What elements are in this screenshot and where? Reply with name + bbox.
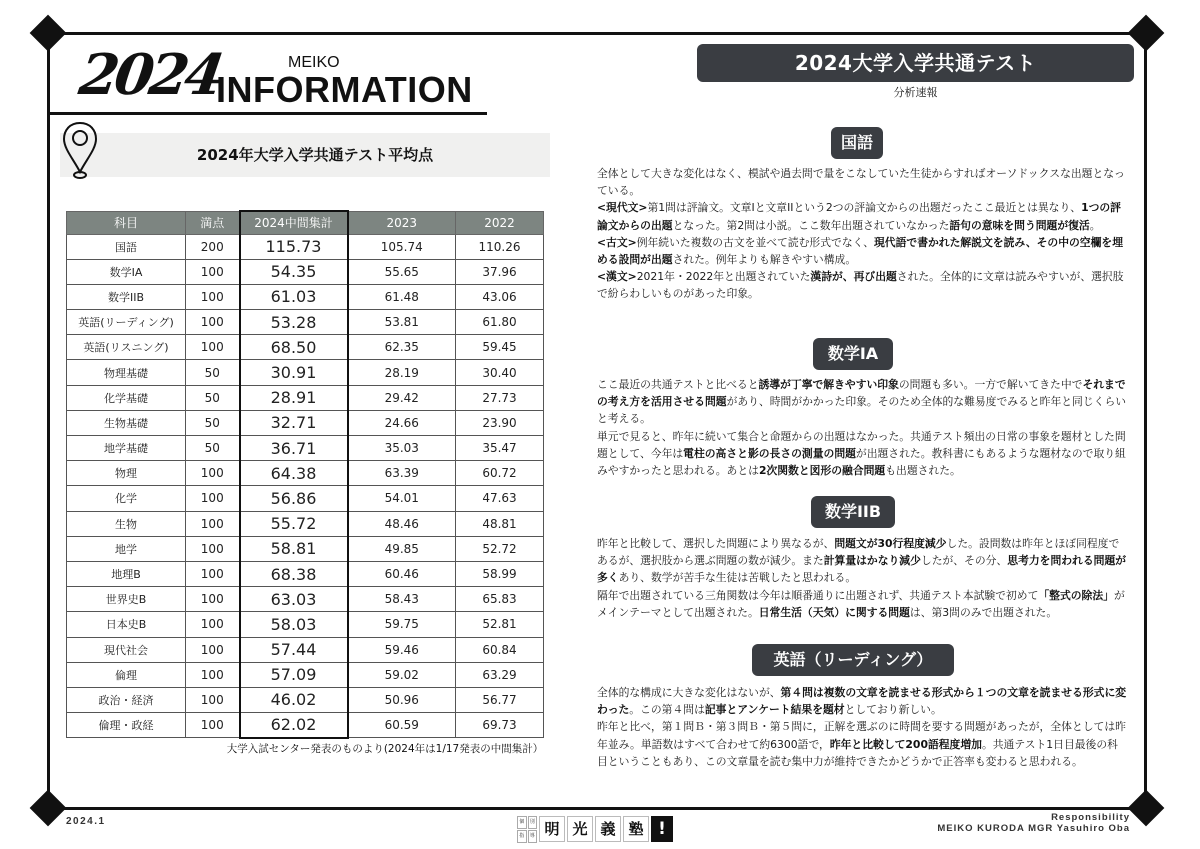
- table-row: [67, 234, 544, 259]
- cell-score-2024: 57.09: [240, 662, 348, 687]
- table-row: [67, 436, 544, 461]
- cell-score-2022: 48.81: [456, 511, 544, 536]
- table-row: [67, 410, 544, 435]
- cell-score-2023: 28.19: [348, 360, 456, 385]
- cell-max-score: 100: [186, 612, 240, 637]
- table-row: [67, 536, 544, 561]
- analysis-text-math-ia: ここ最近の共通テストと比べると誘導が丁寧で解きやすい印象の問題も多い。一方で解いてきた中でそれまでの考え方を活用させる問題があり、時間がかかった印象。そのため全体的な難易度でみると昨年と同じくらいと考える。 単元で見ると、昨年に続いて集合と命題からの出題はなかった。共通テスト頻出の日常の事象を題材とした問題として、今年は電柱の高さと影の長さの測量の問題が出題された。教科書にもあるような題材なので取り組みやすかったと思われる。あとは2次関数と図形の融合問題も出題された。: [597, 378, 1127, 478]
- table-row: [67, 385, 544, 410]
- cell-score-2022: 65.83: [456, 587, 544, 612]
- cell-score-2023: 50.96: [348, 687, 456, 712]
- cell-max-score: 50: [186, 436, 240, 461]
- footer-date: 2024.1: [66, 816, 106, 827]
- average-score-table: [66, 210, 544, 739]
- cell-score-2024: 63.03: [240, 587, 348, 612]
- analysis-banner-title: 2024大学入学共通テスト: [697, 44, 1134, 82]
- cell-max-score: 100: [186, 713, 240, 738]
- cell-score-2022: 60.72: [456, 461, 544, 486]
- cell-subject: 数学IA: [67, 259, 186, 284]
- cell-score-2024: 54.35: [240, 259, 348, 284]
- cell-score-2023: 105.74: [348, 234, 456, 259]
- column-header-2024: 2024中間集計: [240, 211, 348, 234]
- cell-max-score: 100: [186, 259, 240, 284]
- cell-score-2023: 60.46: [348, 561, 456, 586]
- frame-top-border: [48, 32, 1146, 35]
- table-row: [67, 662, 544, 687]
- cell-max-score: 50: [186, 360, 240, 385]
- cell-subject: 倫理・政経: [67, 713, 186, 738]
- cell-score-2024: 55.72: [240, 511, 348, 536]
- cell-score-2024: 64.38: [240, 461, 348, 486]
- frame-right-border: [1144, 33, 1147, 809]
- cell-score-2024: 57.44: [240, 637, 348, 662]
- corner-diamond-icon: [30, 15, 67, 52]
- logo-mini-char: 指: [517, 830, 527, 843]
- cell-score-2023: 61.48: [348, 284, 456, 309]
- year-logo: 2024: [75, 42, 225, 108]
- table-row: [67, 587, 544, 612]
- cell-max-score: 100: [186, 536, 240, 561]
- cell-score-2023: 48.46: [348, 511, 456, 536]
- cell-subject: 生物基礎: [67, 410, 186, 435]
- cell-score-2023: 58.43: [348, 587, 456, 612]
- cell-score-2024: 62.02: [240, 713, 348, 738]
- cell-subject: 化学基礎: [67, 385, 186, 410]
- logo-mini-char: 別: [528, 816, 538, 829]
- brand-title: INFORMATION: [216, 69, 473, 110]
- cell-max-score: 100: [186, 310, 240, 335]
- analysis-text-english-reading: 全体的な構成に大きな変化はないが、第４問は複数の文章を読ませる形式から１つの文章を読ませる形式に変わった。この第４問は記事とアンケート結果を題材としており新しい。 昨年と比べ，第１問Ｂ・第３問Ｂ・第５問に，正解を選ぶのに時間を要する問題があったが，全体としては昨年並み。単語数はすべて合わせて約6300語で，昨年と比較して200語程度増加。共通テスト1日目最後の科目ということもあり、この文章量を読む集中力が維持できたかどうかで正答率も変わると思われる。: [597, 686, 1127, 768]
- subject-heading-math-ia: 数学IA: [813, 338, 893, 370]
- column-header-max: 満点: [186, 211, 240, 234]
- cell-score-2022: 37.96: [456, 259, 544, 284]
- logo-mini-char: 導: [528, 830, 538, 843]
- exclamation-icon: !: [651, 816, 673, 842]
- cell-max-score: 100: [186, 284, 240, 309]
- subject-heading-english-reading: 英語（リーディング）: [752, 644, 954, 676]
- analysis-text-kokugo: 全体として大きな変化はなく、模試や過去問で量をこなしていた生徒からすればオーソドックスな出題となっている。 <現代文>第1問は評論文。文章Iと文章IIという2つの評論文からの出題だったここ最近とは異なり、1つの評論文からの出題となった。第2問は小説。ここ数年出題されていなかった語句の意味を問う問題が復活。 <古文>例年続いた複数の古文を並べて読む形式でなく、現代語で書かれた解説文を読み、その中の空欄を埋める設問が出題された。例年よりも解きやすい構成。 <漢文>2021年・2022年と出題されていた漢詩が、再び出題された。全体的に文章は読みやすいが、選択肢で紛らわしいものがあった印象。: [597, 167, 1125, 301]
- cell-score-2022: 110.26: [456, 234, 544, 259]
- logo-char: 義: [595, 816, 621, 842]
- frame-left-border: [47, 33, 50, 809]
- logo-char: 塾: [623, 816, 649, 842]
- corner-diamond-icon: [30, 790, 67, 827]
- logo-mini-grid: [517, 816, 537, 842]
- table-row: [67, 310, 544, 335]
- cell-score-2022: 47.63: [456, 486, 544, 511]
- column-header-2022: 2022: [456, 211, 544, 234]
- cell-subject: 倫理: [67, 662, 186, 687]
- cell-score-2023: 59.46: [348, 637, 456, 662]
- cell-score-2024: 36.71: [240, 436, 348, 461]
- cell-score-2024: 46.02: [240, 687, 348, 712]
- table-row: [67, 612, 544, 637]
- cell-score-2022: 59.45: [456, 335, 544, 360]
- cell-score-2022: 60.84: [456, 637, 544, 662]
- cell-score-2023: 63.39: [348, 461, 456, 486]
- cell-max-score: 200: [186, 234, 240, 259]
- cell-subject: 英語(リスニング): [67, 335, 186, 360]
- cell-max-score: 100: [186, 461, 240, 486]
- cell-subject: 地学: [67, 536, 186, 561]
- cell-max-score: 100: [186, 687, 240, 712]
- cell-max-score: 100: [186, 486, 240, 511]
- cell-subject: 政治・経済: [67, 687, 186, 712]
- cell-score-2022: 52.72: [456, 536, 544, 561]
- cell-score-2024: 56.86: [240, 486, 348, 511]
- footer-responsibility: [937, 812, 1130, 834]
- cell-max-score: 100: [186, 511, 240, 536]
- cell-subject: 地学基礎: [67, 436, 186, 461]
- frame-bottom-border: [48, 807, 1146, 810]
- responsibility-label: Responsibility: [1051, 812, 1130, 823]
- cell-score-2022: 58.99: [456, 561, 544, 586]
- cell-max-score: 100: [186, 335, 240, 360]
- cell-score-2022: 69.73: [456, 713, 544, 738]
- cell-score-2023: 62.35: [348, 335, 456, 360]
- column-header-2023: 2023: [348, 211, 456, 234]
- cell-score-2022: 35.47: [456, 436, 544, 461]
- table-row: [67, 259, 544, 284]
- cell-score-2023: 35.03: [348, 436, 456, 461]
- cell-score-2023: 55.65: [348, 259, 456, 284]
- cell-score-2022: 63.29: [456, 662, 544, 687]
- cell-score-2023: 59.75: [348, 612, 456, 637]
- corner-diamond-icon: [1128, 15, 1165, 52]
- cell-score-2023: 49.85: [348, 536, 456, 561]
- table-row: [67, 713, 544, 738]
- analysis-text-math-iib: 昨年と比較して、選択した問題により異なるが、問題文が30行程度減少した。設問数は昨年とほぼ同程度であるが、選択肢から選ぶ問題の数が減少。また計算量はかなり減少したが、その分、思考力を問われる問題が多くあり、数学が苦手な生徒は苦戦したと思われる。 隔年で出題されている三角関数は今年は順番通りに出題されず、共通テスト本試験で初めて「整式の除法」がメインテーマとして出題された。日常生活（天気）に関する問題は、第3問のみで出題された。: [597, 537, 1127, 619]
- cell-score-2024: 53.28: [240, 310, 348, 335]
- cell-score-2023: 59.02: [348, 662, 456, 687]
- cell-score-2022: 56.77: [456, 687, 544, 712]
- table-row: [67, 360, 544, 385]
- analysis-banner-subtitle: 分析速報: [893, 86, 938, 99]
- cell-subject: 日本史B: [67, 612, 186, 637]
- cell-subject: 世界史B: [67, 587, 186, 612]
- column-header-subject: 科目: [67, 211, 186, 234]
- cell-score-2022: 23.90: [456, 410, 544, 435]
- cell-score-2023: 60.59: [348, 713, 456, 738]
- cell-score-2022: 27.73: [456, 385, 544, 410]
- table-row: [67, 511, 544, 536]
- cell-subject: 地理B: [67, 561, 186, 586]
- brand-small-label: MEIKO: [288, 54, 340, 71]
- table-row: [67, 335, 544, 360]
- cell-subject: 物理基礎: [67, 360, 186, 385]
- table-row: [67, 687, 544, 712]
- cell-score-2022: 43.06: [456, 284, 544, 309]
- header-divider: [50, 112, 487, 115]
- table-row: [67, 284, 544, 309]
- table-header-row: [67, 211, 544, 234]
- cell-max-score: 50: [186, 410, 240, 435]
- cell-max-score: 100: [186, 587, 240, 612]
- cell-subject: 数学IIB: [67, 284, 186, 309]
- cell-max-score: 50: [186, 385, 240, 410]
- cell-score-2024: 61.03: [240, 284, 348, 309]
- logo-mini-char: 個: [517, 816, 527, 829]
- cell-score-2024: 30.91: [240, 360, 348, 385]
- cell-score-2023: 24.66: [348, 410, 456, 435]
- table-row: [67, 486, 544, 511]
- cell-score-2023: 54.01: [348, 486, 456, 511]
- cell-max-score: 100: [186, 662, 240, 687]
- meiko-logo: [517, 816, 673, 842]
- table-source-note: 大学入試センター発表のものより(2024年は1/17発表の中間集計）: [226, 743, 544, 755]
- cell-score-2023: 53.81: [348, 310, 456, 335]
- cell-score-2024: 115.73: [240, 234, 348, 259]
- table-row: [67, 561, 544, 586]
- cell-subject: 化学: [67, 486, 186, 511]
- cell-subject: 英語(リーディング): [67, 310, 186, 335]
- cell-score-2022: 52.81: [456, 612, 544, 637]
- cell-score-2024: 68.38: [240, 561, 348, 586]
- cell-score-2022: 30.40: [456, 360, 544, 385]
- logo-char: 光: [567, 816, 593, 842]
- cell-score-2024: 68.50: [240, 335, 348, 360]
- cell-score-2022: 61.80: [456, 310, 544, 335]
- cell-score-2024: 58.81: [240, 536, 348, 561]
- subject-heading-kokugo: 国語: [831, 127, 883, 159]
- cell-subject: 生物: [67, 511, 186, 536]
- cell-max-score: 100: [186, 637, 240, 662]
- logo-char: 明: [539, 816, 565, 842]
- section-title: 2024年大学入学共通テスト平均点: [196, 146, 434, 164]
- table-row: [67, 637, 544, 662]
- cell-score-2024: 32.71: [240, 410, 348, 435]
- cell-subject: 物理: [67, 461, 186, 486]
- cell-score-2024: 28.91: [240, 385, 348, 410]
- cell-subject: 現代社会: [67, 637, 186, 662]
- subject-heading-math-iib: 数学IIB: [811, 496, 895, 528]
- cell-max-score: 100: [186, 561, 240, 586]
- cell-score-2023: 29.42: [348, 385, 456, 410]
- responsibility-names: MEIKO KURODA MGR Yasuhiro Oba: [937, 823, 1130, 834]
- cell-score-2024: 58.03: [240, 612, 348, 637]
- cell-subject: 国語: [67, 234, 186, 259]
- table-row: [67, 461, 544, 486]
- corner-diamond-icon: [1128, 790, 1165, 827]
